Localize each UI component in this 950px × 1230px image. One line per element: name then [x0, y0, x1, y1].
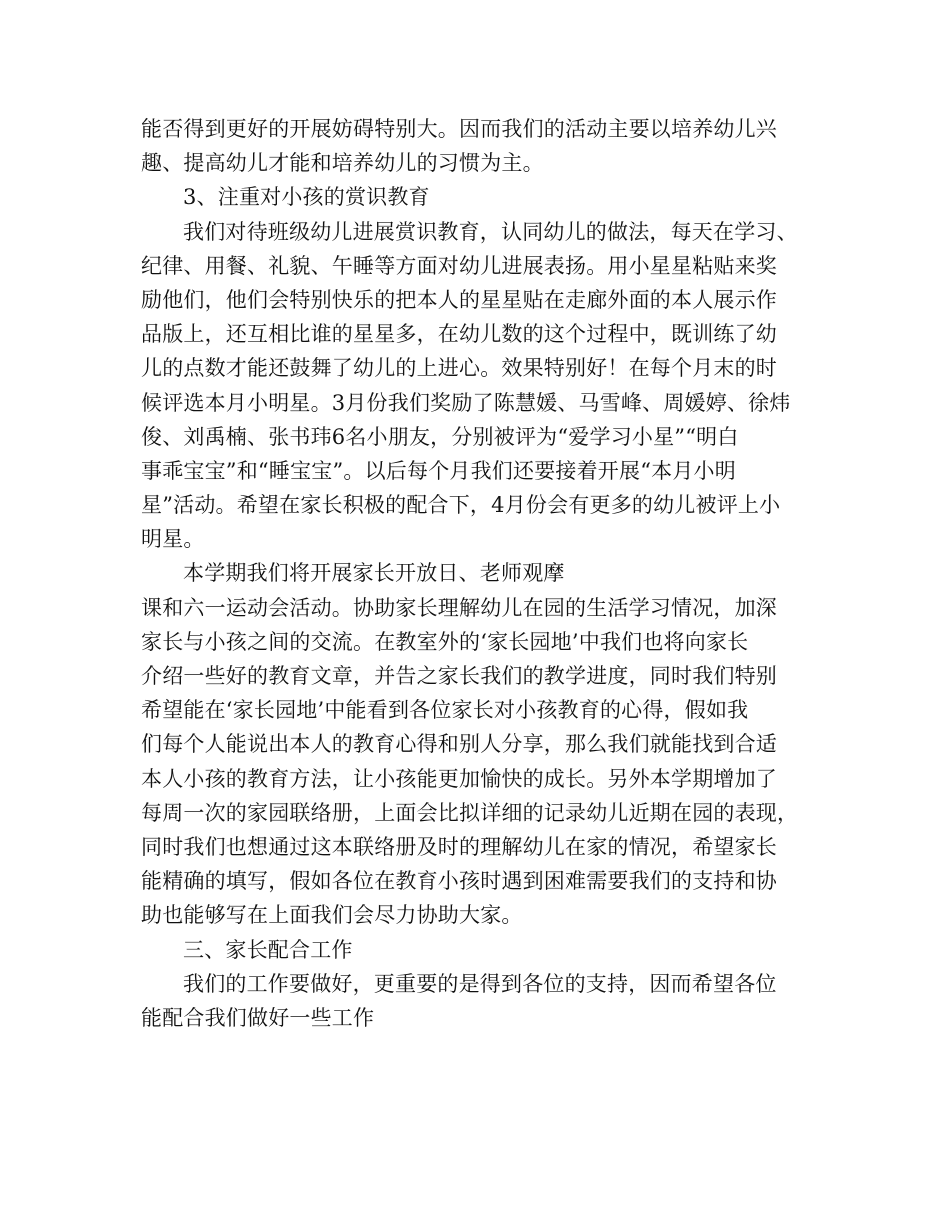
text-line: 趣、提高幼儿才能和培养幼儿的习惯为主。 [141, 151, 544, 176]
text-line: 本学期我们将开展家长开放日、老师观摩 [183, 561, 565, 586]
text-line: 家长与小孩之间的交流。在教室外的‘家长园地’中我们也将向家长 [141, 629, 749, 654]
text-line: 课和六一运动会活动。协助家长理解幼儿在园的生活学习情况，加深 [141, 595, 777, 620]
text-line: 能否得到更好的开展妨碍特别大。因而我们的活动主要以培养幼儿兴 [141, 117, 777, 141]
document-body [141, 112, 831, 1035]
text-line: 能精确的填写，假如各位在教育小孩时遇到困难需要我们的支持和协 [141, 869, 777, 894]
text-line: 助也能够写在上面我们会尽力协助大家。 [141, 903, 523, 928]
text-line: 励他们，他们会特别快乐的把本人的星星贴在走廊外面的本人展示作 [141, 287, 777, 312]
text-line: 明星。 [141, 527, 205, 552]
text-line: 俊、刘禹楠、张书玮6名小朋友，分别被评为“爱学习小星”“明白 [141, 424, 739, 449]
text-line: 事乖宝宝”和“睡宝宝”。以后每个月我们还要接着开展“本月小明 [141, 458, 736, 483]
text-line: 我们对待班级幼儿进展赏识教育，认同幼儿的做法，每天在学习、 [183, 219, 798, 244]
text-line: 候评选本月小明星。3月份我们奖励了陈慧媛、马雪峰、周媛婷、徐炜 [141, 390, 791, 415]
text-line: 希望能在‘家长园地’中能看到各位家长对小孩教育的心得，假如我 [141, 698, 749, 723]
text-line: 同时我们也想通过这本联络册及时的理解幼儿在家的情况，希望家长 [141, 834, 777, 859]
text-line: 我们的工作要做好，更重要的是得到各位的支持，因而希望各位 [183, 971, 777, 996]
text-line: 纪律、用餐、礼貌、午睡等方面对幼儿进展表扬。用小星星粘贴来奖 [141, 253, 777, 278]
text-line: 本人小孩的教育方法，让小孩能更加愉快的成长。另外本学期增加了 [141, 766, 777, 791]
text-line: 儿的点数才能还鼓舞了幼儿的上进心。效果特别好！在每个月末的时 [141, 356, 777, 381]
text-line: 三、家长配合工作 [183, 937, 353, 962]
text-line: 品版上，还互相比谁的星星多，在幼儿数的这个过程中，既训练了幼 [141, 322, 777, 347]
text-line: 介绍一些好的教育文章，并告之家长我们的教学进度，同时我们特别 [141, 664, 777, 688]
text-line: 能配合我们做好一些工作 [141, 1005, 375, 1030]
text-line: 们每个人能说出本人的教育心得和别人分享，那么我们就能找到合适 [141, 732, 777, 757]
text-line: 每周一次的家园联络册，上面会比拟详细的记录幼儿近期在园的表现， [141, 800, 799, 825]
text-line: 星”活动。希望在家长积极的配合下，4月份会有更多的幼儿被评上小 [141, 493, 781, 518]
text-line: 3、注重对小孩的赏识教育 [183, 185, 430, 210]
